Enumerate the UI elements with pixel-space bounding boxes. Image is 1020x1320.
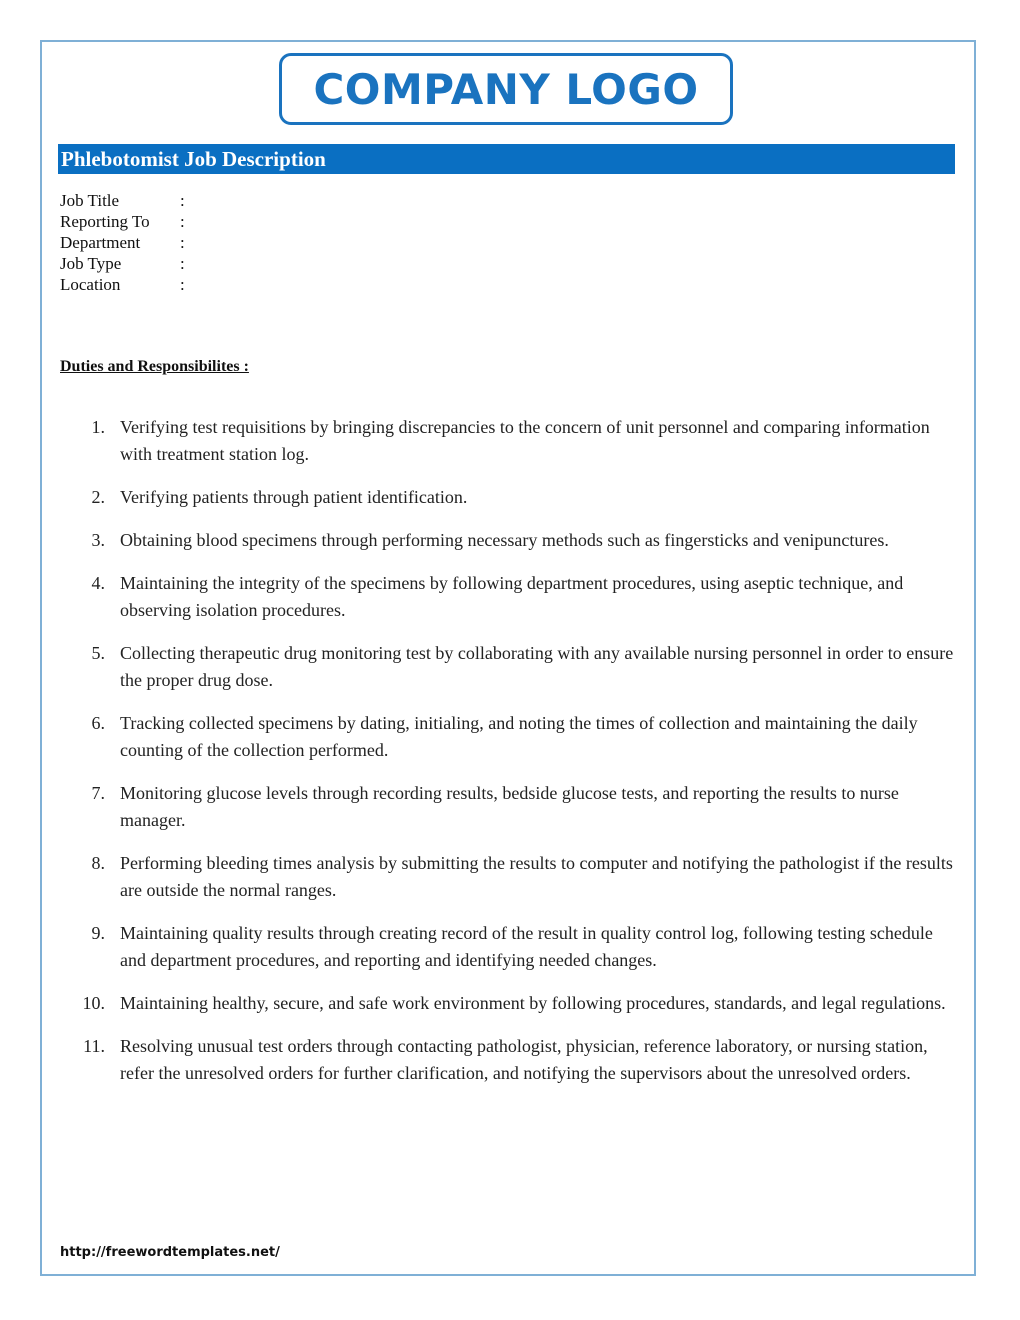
field-label: Job Type — [60, 254, 122, 273]
item-number: 9. — [91, 923, 105, 943]
field-job-type — [60, 253, 260, 274]
item-number: 5. — [91, 643, 105, 663]
duties-list — [60, 414, 955, 1103]
field-job-title — [60, 190, 260, 211]
item-number: 7. — [91, 783, 105, 803]
list-item — [60, 710, 955, 764]
item-text: Maintaining quality results through creating record of the result in quality control log, following testing schedule and department procedures, and reporting and identifying needed changes. — [120, 923, 933, 970]
item-number: 2. — [91, 487, 105, 507]
item-number: 11. — [83, 1036, 105, 1056]
field-colon: : — [180, 254, 185, 273]
list-item — [60, 414, 955, 468]
field-label: Department — [60, 233, 141, 252]
item-text: Maintaining the integrity of the specimens by following department procedures, using aseptic technique, and observing isolation procedures. — [120, 573, 904, 620]
field-department — [60, 232, 260, 253]
list-item — [60, 484, 955, 511]
duties-heading: Duties and Responsibilites : — [60, 358, 249, 375]
company-logo: COMPANY LOGO — [279, 53, 733, 125]
item-text: Verifying test requisitions by bringing discrepancies to the concern of unit personnel and comparing information with treatment station log. — [120, 417, 930, 464]
item-text: Maintaining healthy, secure, and safe work environment by following procedures, standards, and legal regulations. — [120, 993, 946, 1013]
item-text: Tracking collected specimens by dating, initialing, and noting the times of collection and maintaining the daily counting of the collection performed. — [120, 713, 918, 760]
item-number: 1. — [91, 417, 105, 437]
list-item — [60, 850, 955, 904]
field-colon: : — [180, 275, 185, 294]
field-label: Job Title — [60, 191, 120, 210]
field-location — [60, 274, 260, 295]
list-item — [60, 1033, 955, 1087]
list-item — [60, 570, 955, 624]
list-item — [60, 920, 955, 974]
item-number: 4. — [91, 573, 105, 593]
item-text: Verifying patients through patient identification. — [120, 487, 468, 507]
job-fields — [60, 190, 260, 295]
field-colon: : — [180, 191, 185, 210]
item-text: Performing bleeding times analysis by submitting the results to computer and notifying the pathologist if the results are outside the normal ranges. — [120, 853, 953, 900]
field-reporting-to — [60, 211, 260, 232]
list-item — [60, 640, 955, 694]
item-text: Collecting therapeutic drug monitoring test by collaborating with any available nursing personnel in order to ensure the proper drug dose. — [120, 643, 954, 690]
item-number: 6. — [91, 713, 105, 733]
item-number: 10. — [82, 993, 105, 1013]
item-text: Monitoring glucose levels through recording results, bedside glucose tests, and reporting the results to nurse manager. — [120, 783, 899, 830]
field-colon: : — [180, 212, 185, 231]
item-text: Obtaining blood specimens through performing necessary methods such as fingersticks and venipunctures. — [120, 530, 889, 550]
field-label: Location — [60, 275, 121, 294]
field-label: Reporting To — [60, 212, 150, 231]
list-item — [60, 780, 955, 834]
item-text: Resolving unusual test orders through contacting pathologist, physician, reference laboratory, or nursing station, refer the unresolved orders for further clarification, and notifying the supervisors about the unresolved orders. — [120, 1036, 928, 1083]
document-title: Phlebotomist Job Description — [58, 144, 955, 174]
field-colon: : — [180, 233, 185, 252]
list-item — [60, 527, 955, 554]
item-number: 8. — [91, 853, 105, 873]
footer-url[interactable]: http://freewordtemplates.net/ — [60, 1245, 280, 1260]
item-number: 3. — [91, 530, 105, 550]
list-item — [60, 990, 955, 1017]
